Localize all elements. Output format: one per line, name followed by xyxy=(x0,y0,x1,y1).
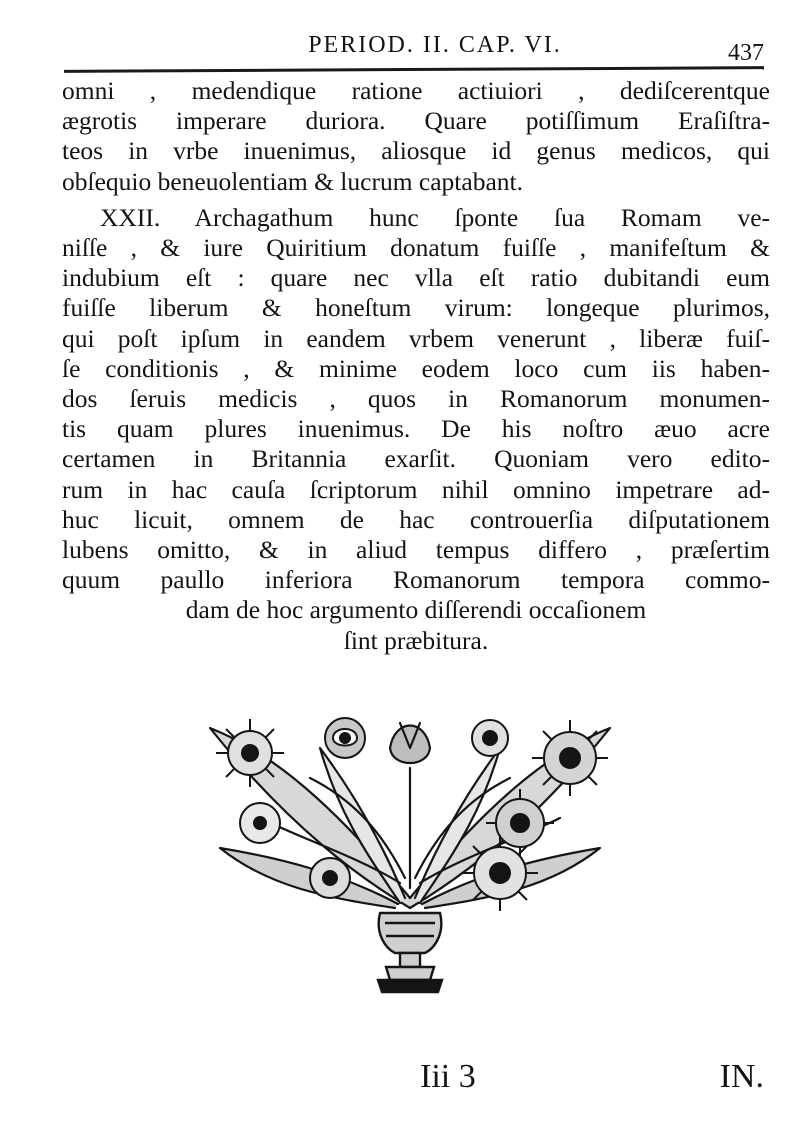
text-line: lubens omitto, & in aliud tempus differo , præſertim xyxy=(62,535,770,565)
text-line: niſſe , & iure Quiritium donatum fuiſſe , manifeſtum & xyxy=(62,233,770,263)
text-line: dos ſeruis medicis , quos in Romanorum monumen- xyxy=(62,384,770,414)
text-line: indubium eſt : quare nec vlla eſt ratio dubitandi eum xyxy=(62,263,770,293)
signature-mark: Iii 3 xyxy=(420,1058,476,1095)
text-line: tis quam plures inuenimus. De his noſtro æuo acre xyxy=(62,414,770,444)
text-line: certamen in Britannia exarſit. Quoniam vero edito- xyxy=(62,444,770,474)
paragraph-2 xyxy=(62,203,770,656)
text-line: qui poſt ipſum in eandem vrbem venerunt , liberæ fuiſ- xyxy=(62,323,770,353)
running-head-title: PERIOD. II. CAP. VI. xyxy=(308,32,562,58)
text-line: dam de hoc argumento diſſerendi occaſionem xyxy=(185,595,647,625)
flower-vase-woodcut-icon xyxy=(200,708,620,1008)
text-line: fuiſſe liberum & honeſtum virum: longeque plurimos, xyxy=(62,293,770,323)
text-line: quum paullo inferiora Romanorum tempora commo- xyxy=(62,565,770,595)
text-line: ægrotis imperare duriora. Quare potiſſimum Eraſiſtra- xyxy=(62,106,770,136)
text-line: rum in hac cauſa ſcriptorum nihil omnino impetrare ad- xyxy=(62,474,770,504)
catchword: IN. xyxy=(719,1058,764,1095)
page-number: 437 xyxy=(728,40,764,66)
text-line: huc licuit, omnem de hac controuerſia diſputationem xyxy=(62,504,770,534)
text-line: XXII. Archagathum hunc ſponte ſua Romam ve- xyxy=(100,202,770,232)
running-head xyxy=(60,30,770,70)
text-line: ſint præbitura. xyxy=(343,625,489,655)
paragraph-1 xyxy=(62,76,770,197)
body-text xyxy=(62,76,770,656)
text-line: ſe conditionis , & minime eodem loco cum iis haben- xyxy=(62,353,770,383)
text-line: teos in vrbe inuenimus, aliosque id genus medicos, qui xyxy=(62,136,770,166)
text-line: obſequio beneuolentiam & lucrum captabant. xyxy=(62,166,523,196)
text-line: omni , medendique ratione actiuiori , dediſcerentque xyxy=(62,76,770,105)
